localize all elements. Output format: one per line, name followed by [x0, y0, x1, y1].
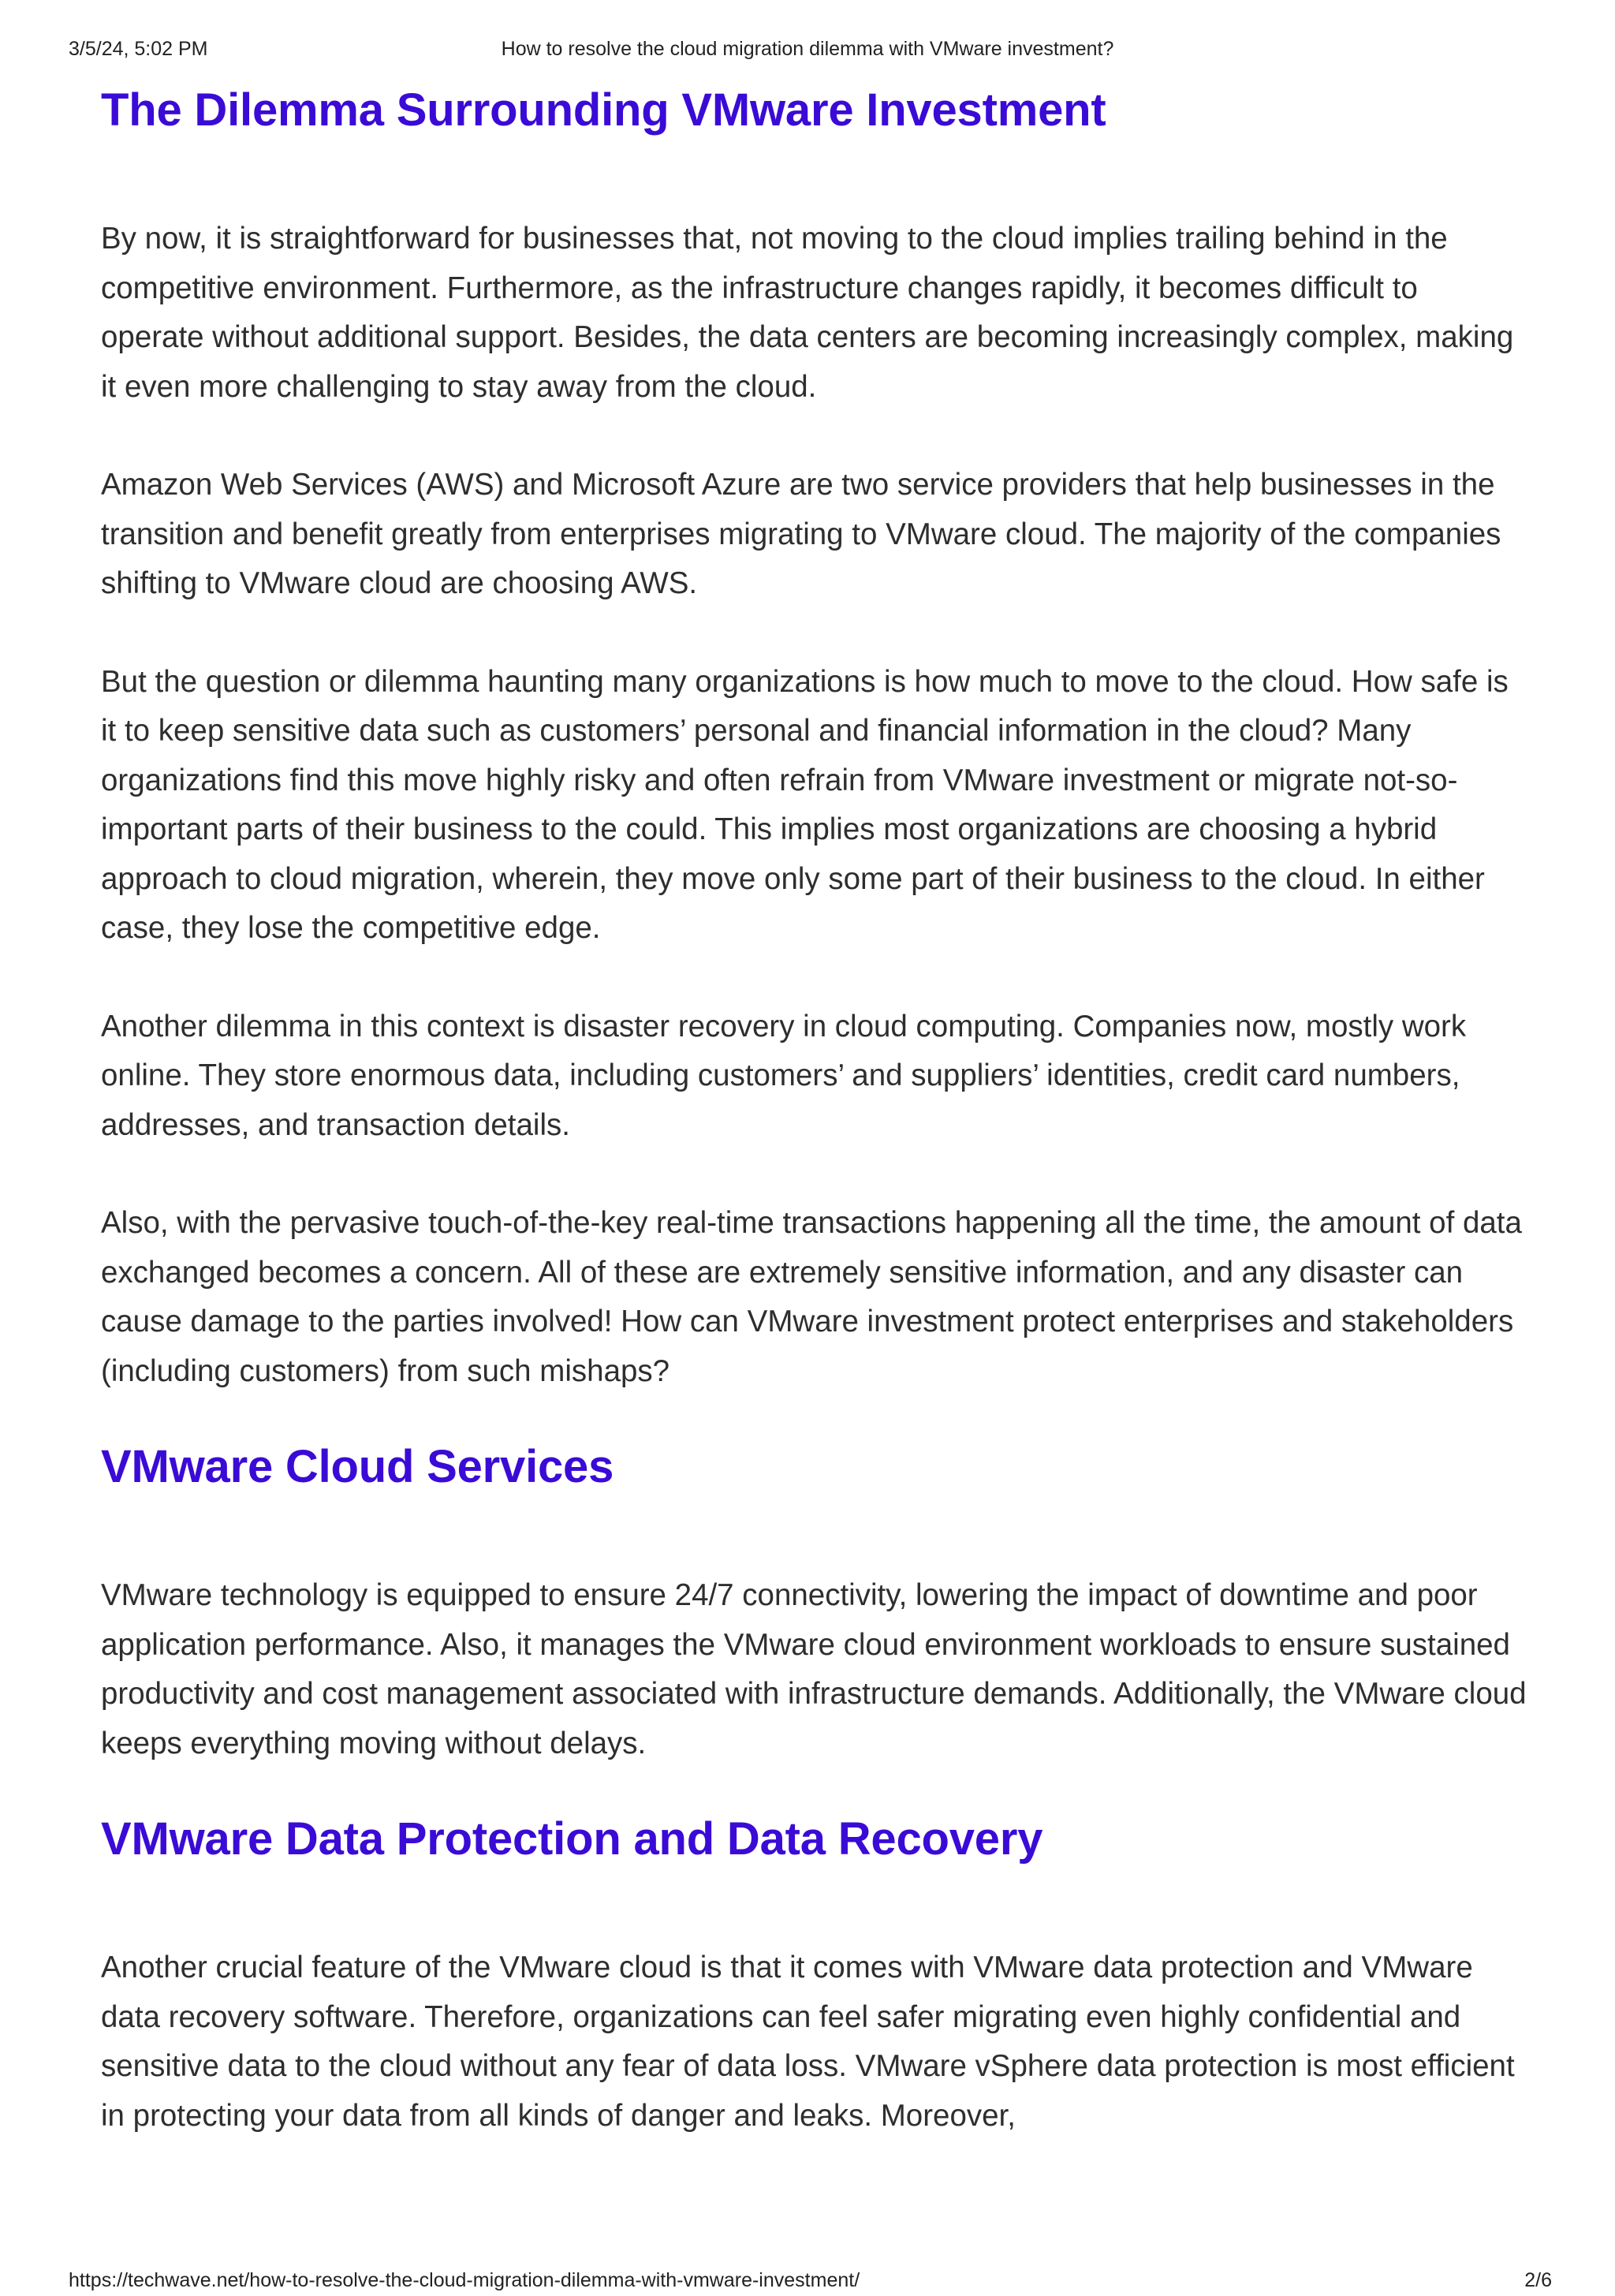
section-heading-dilemma: The Dilemma Surrounding VMware Investment	[101, 84, 1106, 136]
paragraph: VMware technology is equipped to ensure 24/7 connectivity, lowering the impact of downtime and poor application performance. Also, it manages the VMware cloud environment workloads to ensure sustained productivity and cost management associated with infrastructure demands. Additionally, the VMware cloud keeps everything moving without delays.	[101, 1578, 1527, 1760]
paragraph: Also, with the pervasive touch-of-the-key real-time transactions happening all the time, the amount of data exchanged becomes a concern. All of these are extremely sensitive information, and any disaster can cause damage to the parties involved! How can VMware investment protect enterprises and stakeholders (including customers) from such mishaps?	[101, 1206, 1522, 1388]
paragraph: By now, it is straightforward for businesses that, not moving to the cloud implies trailing behind in the competitive environment. Furthermore, as the infrastructure changes rapidly, it becomes difficult to operate without additional support. Besides, the data centers are becoming increasingly complex, making it even more challenging to stay away from the cloud.	[101, 222, 1514, 404]
print-page-title: How to resolve the cloud migration dilemma with VMware investment?	[501, 38, 1114, 60]
page-number: 2/6	[1524, 2269, 1552, 2291]
page-url: https://techwave.net/how-to-resolve-the-cloud-migration-dilemma-with-vmware-investment/	[69, 2269, 860, 2291]
print-datetime: 3/5/24, 5:02 PM	[69, 38, 208, 60]
print-header	[0, 38, 1615, 65]
section-heading-cloud-services: VMware Cloud Services	[101, 1441, 614, 1492]
print-footer	[0, 2269, 1615, 2296]
article-content	[101, 79, 1528, 2141]
paragraph: But the question or dilemma haunting many organizations is how much to move to the cloud. How safe is it to keep sensitive data such as customers’ personal and financial information in the cloud? Many organizations find this move highly risky and often refrain from VMware investment or migrate not-so-important parts of their business to the could. This implies most organizations are choosing a hybrid approach to cloud migration, wherein, they move only some part of their business to the cloud. In either case, they lose the competitive edge.	[101, 664, 1509, 945]
paragraph: Another crucial feature of the VMware cloud is that it comes with VMware data protection and VMware data recovery software. Therefore, organizations can feel safer migrating even highly confidential and sensitive data to the cloud without any fear of data loss. VMware vSphere data protection is most efficient in protecting your data from all kinds of danger and leaks. Moreover,	[101, 1951, 1515, 2133]
paragraph: Amazon Web Services (AWS) and Microsoft Azure are two service providers that help businesses in the transition and benefit greatly from enterprises migrating to VMware cloud. The majority of the companies shifting to VMware cloud are choosing AWS.	[101, 468, 1501, 600]
paragraph: Another dilemma in this context is disaster recovery in cloud computing. Companies now, mostly work online. They store enormous data, including customers’ and suppliers’ identities, credit card numbers, addresses, and transaction details.	[101, 1009, 1467, 1142]
section-heading-data-protection: VMware Data Protection and Data Recovery	[101, 1813, 1043, 1865]
